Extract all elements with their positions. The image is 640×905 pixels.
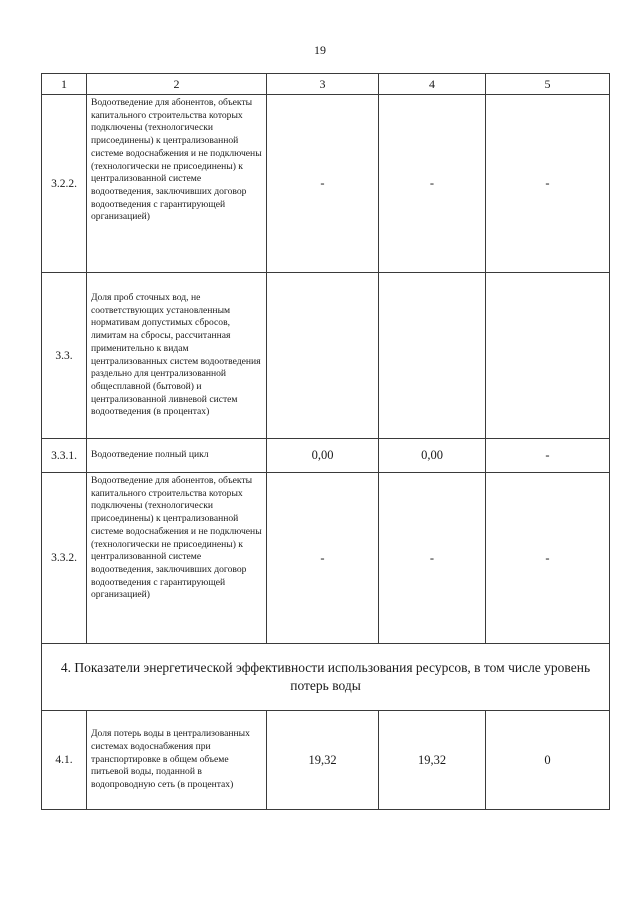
table-row	[42, 473, 610, 644]
cell-value: -	[267, 473, 379, 644]
indicators-table	[41, 73, 610, 810]
section-title: 4. Показатели энергетической эффективности использования ресурсов, в том числе уровень потерь воды	[42, 644, 610, 711]
row-description: Водоотведение для абонентов, объекты капитального строительства которых подключены (технологически присоединены) к централизованной системе водоснабжения и не подключены (технологически не присоединены) к централизованной системе водоотведения, заключивших договор водоотведения с гарантирующей организацией)	[87, 473, 267, 644]
cell-value	[379, 273, 486, 439]
row-description: Водоотведение для абонентов, объекты капитального строительства которых подключены (технологически присоединены) к централизованной системе водоснабжения и не подключены (технологически не присоединены) к централизованной системе водоотведения, заключивших договор водоотведения с гарантирующей организацией)	[87, 95, 267, 273]
cell-value: -	[379, 473, 486, 644]
cell-value	[267, 273, 379, 439]
table-row	[42, 95, 610, 273]
cell-value: 0	[486, 711, 610, 810]
column-header: 3	[267, 74, 379, 95]
row-description: Доля проб сточных вод, не соответствующих установленным нормативам допустимых сбросов, лимитам на сбросы, рассчитанная применительно к видам централизованных систем водоотведения раздельно для централизованной общесплавной (бытовой) и централизованной ливневой систем водоотведения (в процентах)	[87, 273, 267, 439]
column-header: 1	[42, 74, 87, 95]
table-header-row	[42, 74, 610, 95]
cell-value: 0,00	[267, 439, 379, 473]
cell-value: -	[267, 95, 379, 273]
row-number: 3.3.2.	[42, 473, 87, 644]
table-row	[42, 439, 610, 473]
table-row	[42, 711, 610, 810]
section-row	[42, 644, 610, 711]
column-header: 5	[486, 74, 610, 95]
cell-value: -	[379, 95, 486, 273]
row-number: 3.3.	[42, 273, 87, 439]
row-number: 4.1.	[42, 711, 87, 810]
cell-value: -	[486, 95, 610, 273]
cell-value: -	[486, 439, 610, 473]
column-header: 4	[379, 74, 486, 95]
column-header: 2	[87, 74, 267, 95]
page-number: 19	[314, 43, 326, 57]
cell-value: 19,32	[267, 711, 379, 810]
row-description: Водоотведение полный цикл	[87, 439, 267, 473]
cell-value: 19,32	[379, 711, 486, 810]
row-number: 3.3.1.	[42, 439, 87, 473]
row-description: Доля потерь воды в централизованных системах водоснабжения при транспортировке в общем объеме питьевой воды, поданной в водопроводную сеть (в процентах)	[87, 711, 267, 810]
cell-value: -	[486, 473, 610, 644]
row-number: 3.2.2.	[42, 95, 87, 273]
cell-value: 0,00	[379, 439, 486, 473]
table-row	[42, 273, 610, 439]
cell-value	[486, 273, 610, 439]
